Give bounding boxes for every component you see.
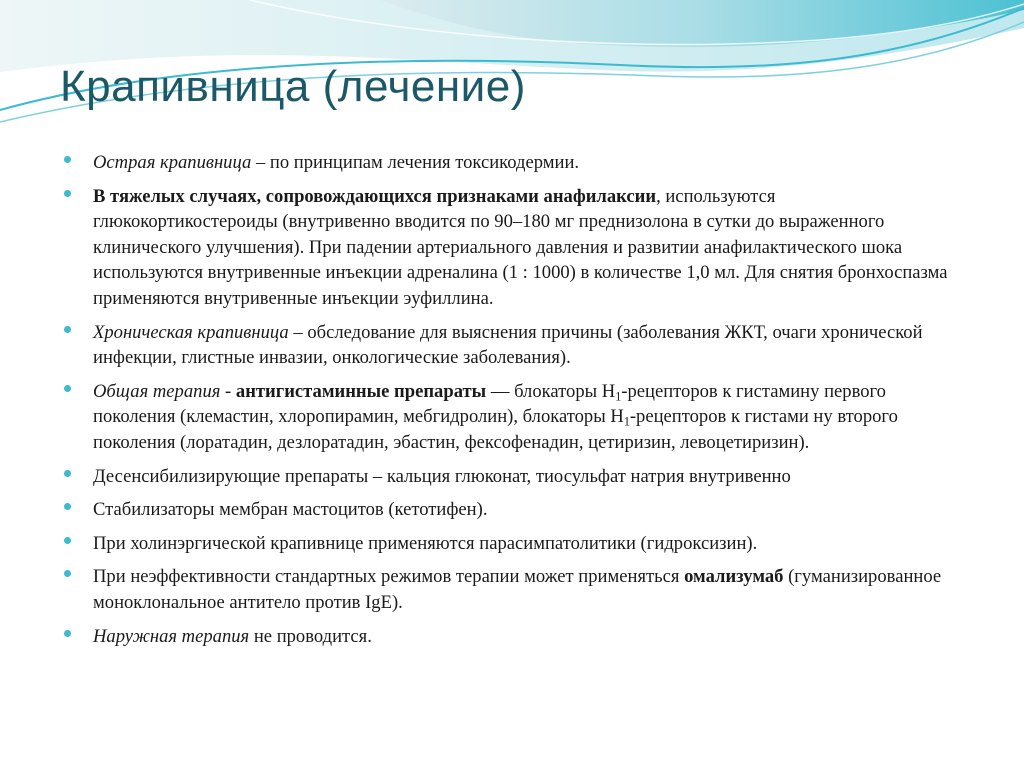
bullet-text xyxy=(93,152,579,173)
bullet-text xyxy=(93,499,487,520)
text-run: — блокаторы Н xyxy=(486,380,616,402)
text-run: – по принципам лечения токсикодермии. xyxy=(251,152,580,173)
italic-term: Хроническая крапивница xyxy=(93,321,289,343)
bullet-text xyxy=(93,626,372,647)
bullet-dot-icon xyxy=(64,385,71,392)
bullet-item xyxy=(64,531,964,557)
bullet-dot-icon xyxy=(64,570,71,577)
bullet-dot-icon xyxy=(64,326,71,333)
slide-title: Крапивница (лечение) xyxy=(60,62,526,111)
bullet-item xyxy=(64,497,964,523)
bullet-item xyxy=(64,320,964,371)
text-run: -рецепторов к гистамину первого поколения (клемастин, хлоропирамин, мебгидролин), блокаторы Н xyxy=(93,380,886,428)
text-run: , используются глюкокортикостероиды (внутривенно вводится по 90–180 мг преднизолона в сутки до выраженного клинического улучшения). При падении артериального давления и развитии анафилактического шока используются внутривенные инъекции адреналина (1 : 1000) в количестве 1,0 мл. Для снятия бронхоспазма применяются внутривенные инъекции эуфиллина. xyxy=(93,185,948,309)
text-run: При холинэргической крапивнице применяются парасимпатолитики (гидроксизин). xyxy=(93,532,758,554)
bullet-dot-icon xyxy=(64,537,71,544)
bullet-text xyxy=(93,381,898,453)
text-run: -рецепторов к гистами ну второго поколения (лоратадин, дезлоратадин, эбастин, фексофенадин, цетиризин, левоцетиризин). xyxy=(93,406,898,453)
text-run: – обследование для выяснения причины (заболевания ЖКТ, очаги хронической инфекции, глистные инвазии, онкологические заболевания). xyxy=(93,321,923,369)
text-run: (гуманизированное моноклональное антитело против IgE). xyxy=(93,566,942,613)
bullet-item xyxy=(64,379,964,456)
bullet-text xyxy=(93,466,791,487)
text-run: Стабилизаторы мембран мастоцитов (кетотифен). xyxy=(93,499,488,521)
text-run: не проводится. xyxy=(249,625,372,647)
bullet-item xyxy=(64,464,964,490)
italic-term: Наружная терапия xyxy=(93,625,250,647)
bullet-text xyxy=(93,322,923,369)
bullet-item xyxy=(64,624,964,650)
bold-term: омализумаб xyxy=(684,566,784,588)
text-run: Десенсибилизирующие препараты – кальция глюконат, тиосульфат натрия внутривенно xyxy=(93,465,791,487)
subscript: 1 xyxy=(623,414,630,429)
text-run: При неэффективности стандартных режимов терапии может применяться xyxy=(93,566,685,588)
bullet-dot-icon xyxy=(64,630,71,637)
bullet-list xyxy=(64,150,964,657)
bold-term: антигистаминные препараты xyxy=(235,380,487,402)
bullet-dot-icon xyxy=(64,190,71,197)
subscript: 1 xyxy=(615,389,622,404)
italic-term: Острая крапивница xyxy=(93,152,252,173)
bullet-dot-icon xyxy=(64,503,71,510)
bullet-text xyxy=(93,566,941,613)
bold-term: В тяжелых случаях, сопровождающихся признаками анафилаксии xyxy=(93,185,657,207)
text-run: - xyxy=(220,380,236,402)
bullet-item xyxy=(64,564,964,615)
bullet-dot-icon xyxy=(64,156,71,163)
bullet-item xyxy=(64,184,964,312)
bullet-text xyxy=(93,186,948,309)
bullet-item xyxy=(64,150,964,176)
italic-term: Общая терапия xyxy=(93,380,221,402)
bullet-text xyxy=(93,533,757,554)
bullet-dot-icon xyxy=(64,470,71,477)
